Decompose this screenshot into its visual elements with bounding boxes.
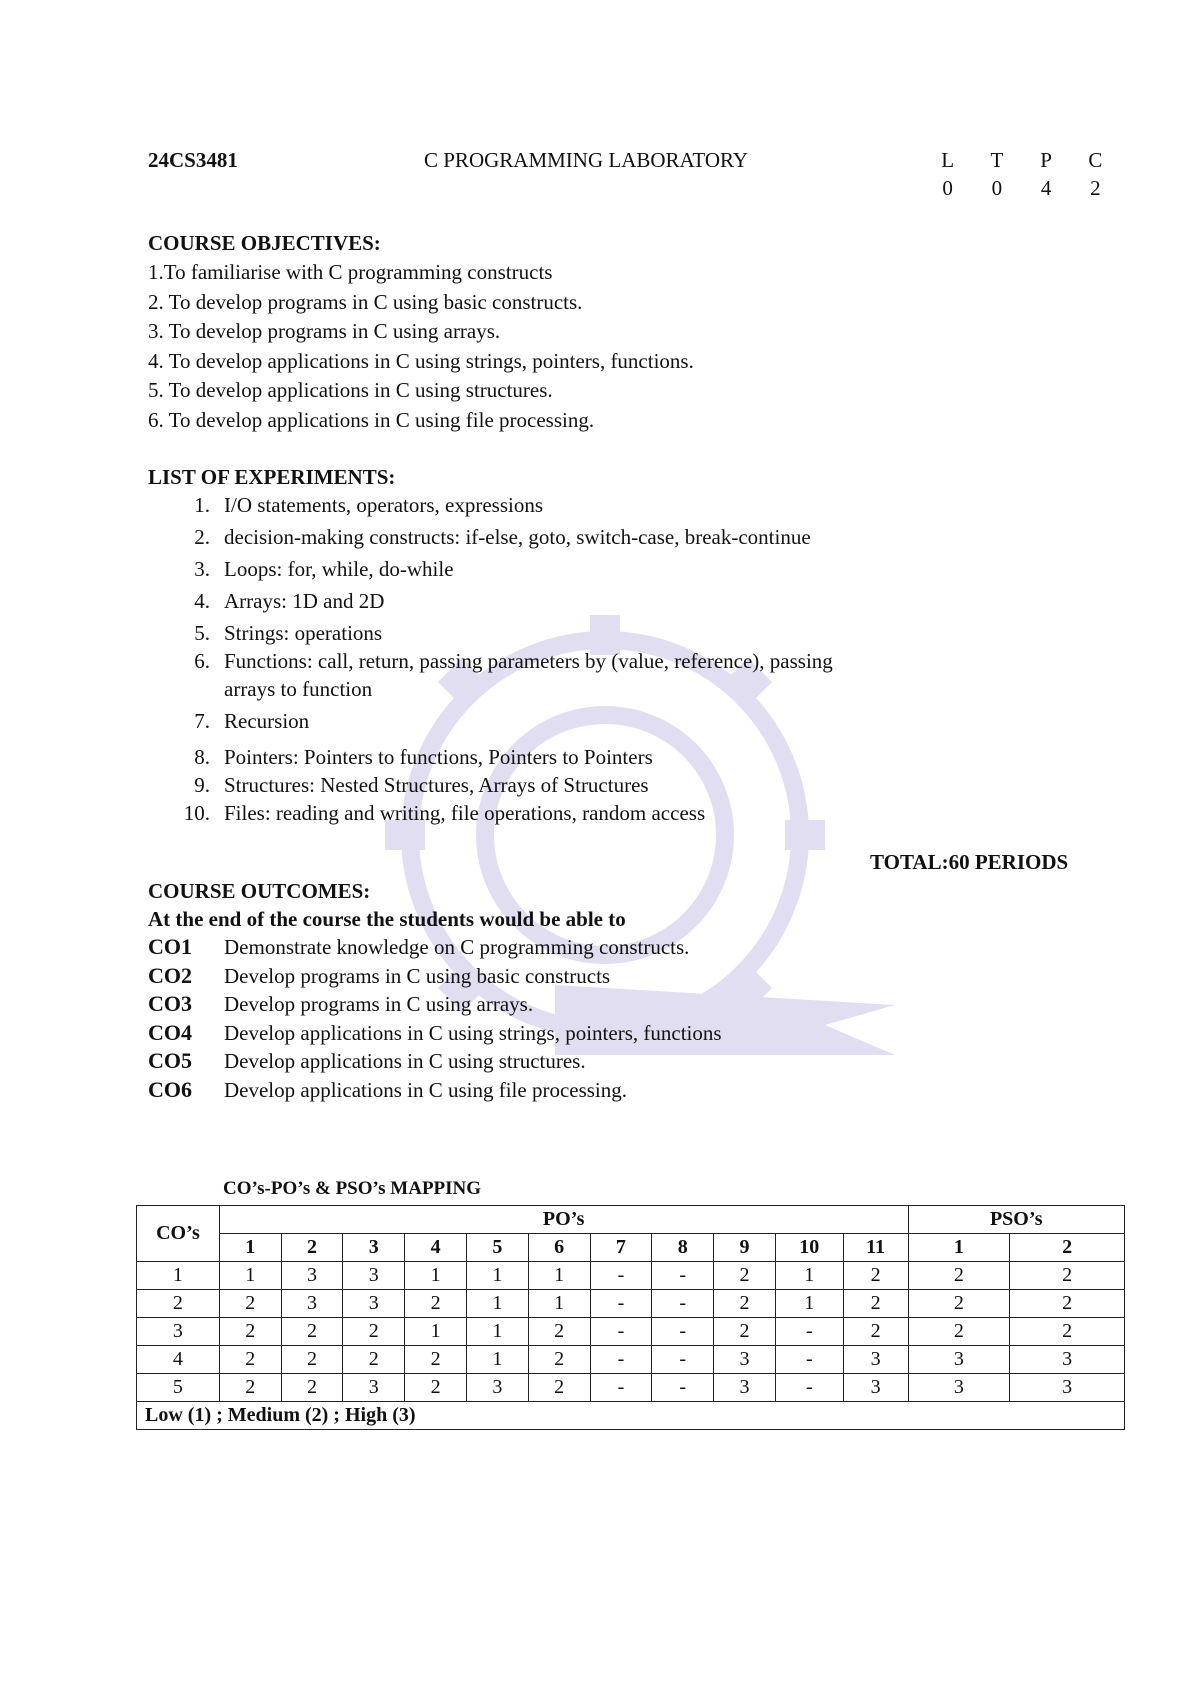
- table-cell: 3: [1010, 1346, 1125, 1374]
- experiment-number: 4.: [194, 589, 210, 613]
- table-cell: -: [590, 1374, 652, 1402]
- outcome-text: Develop applications in C using structures.: [224, 1049, 586, 1073]
- table-cell: 2: [219, 1290, 281, 1318]
- table-cell: 1: [405, 1318, 467, 1346]
- table-cell: 3: [281, 1290, 343, 1318]
- pso-number: 2: [1010, 1234, 1125, 1262]
- experiment-number: 5.: [194, 621, 210, 645]
- experiment-item: [148, 799, 944, 827]
- experiment-item: [148, 771, 944, 799]
- table-cell: 2: [219, 1374, 281, 1402]
- table-cell: 2: [1010, 1262, 1125, 1290]
- table-header-row: [137, 1206, 1125, 1234]
- po-number: 4: [405, 1234, 467, 1262]
- table-cell: 2: [908, 1262, 1010, 1290]
- experiment-number: 9.: [194, 773, 210, 797]
- table-cell: -: [590, 1262, 652, 1290]
- course-outcomes: [148, 877, 722, 1104]
- table-cell: 2: [528, 1374, 590, 1402]
- table-cell: 2: [343, 1318, 405, 1346]
- outcome-text: Demonstrate knowledge on C programming constructs.: [224, 935, 690, 959]
- table-cell: 1: [466, 1262, 528, 1290]
- table-cell: 2: [528, 1318, 590, 1346]
- table-row: [137, 1262, 1125, 1290]
- experiment-item: [148, 491, 944, 523]
- table-cell: 2: [714, 1290, 776, 1318]
- mapping-caption: CO’s-PO’s & PSO’s MAPPING: [223, 1178, 482, 1199]
- table-cell: 2: [219, 1346, 281, 1374]
- table-cell: 3: [1010, 1374, 1125, 1402]
- outcome-text: Develop applications in C using strings, pointers, functions: [224, 1020, 722, 1045]
- pso-header: PSO’s: [908, 1206, 1125, 1234]
- experiment-number: 1.: [194, 493, 210, 517]
- outcome-text: Develop programs in C using arrays.: [224, 992, 534, 1016]
- outcome-item: [148, 1076, 722, 1105]
- outcome-item: [148, 962, 722, 991]
- co-header: CO’s: [137, 1206, 220, 1262]
- table-cell: -: [652, 1262, 714, 1290]
- course-title: C PROGRAMMING LABORATORY: [424, 148, 749, 172]
- outcome-label: CO4: [148, 1019, 192, 1045]
- outcome-item: [148, 1047, 722, 1076]
- experiment-number: 2.: [194, 525, 210, 549]
- ltpc-label: T: [990, 148, 1004, 172]
- experiment-item: [148, 555, 944, 587]
- table-cell: 3: [843, 1346, 908, 1374]
- table-cell: 2: [908, 1318, 1010, 1346]
- table-cell: 2: [714, 1262, 776, 1290]
- table-subheader-row: [137, 1234, 1125, 1262]
- table-cell: 1: [466, 1290, 528, 1318]
- table-cell: 2: [528, 1346, 590, 1374]
- experiment-text: Structures: Nested Structures, Arrays of Structures: [224, 773, 649, 797]
- objectives-heading: COURSE OBJECTIVES:: [148, 231, 381, 255]
- table-cell: 3: [343, 1262, 405, 1290]
- ltpc-value: 4: [1040, 176, 1052, 200]
- mapping-legend: Low (1) ; Medium (2) ; High (3): [137, 1402, 1125, 1430]
- po-number: 2: [281, 1234, 343, 1262]
- experiment-item: [148, 647, 944, 707]
- table-cell: -: [652, 1290, 714, 1318]
- objectives-list: [148, 258, 694, 436]
- ltpc-label: P: [1040, 148, 1052, 172]
- outcomes-heading: COURSE OUTCOMES:: [148, 879, 371, 903]
- table-row: [137, 1346, 1125, 1374]
- ltpc-value: 0: [991, 176, 1003, 200]
- po-number: 7: [590, 1234, 652, 1262]
- ltpc-labels: [923, 148, 1120, 176]
- table-cell: 1: [466, 1318, 528, 1346]
- experiment-text: Files: reading and writing, file operations, random access: [224, 801, 706, 825]
- table-cell: -: [775, 1318, 843, 1346]
- list-of-experiments: [148, 463, 944, 827]
- table-cell: 2: [843, 1318, 908, 1346]
- table-row: [137, 1374, 1125, 1402]
- table-cell: 1: [528, 1290, 590, 1318]
- po-number: 5: [466, 1234, 528, 1262]
- experiment-number: 8.: [194, 745, 210, 769]
- outcome-item: [148, 990, 722, 1019]
- co-cell: 4: [137, 1346, 220, 1374]
- table-cell: 2: [1010, 1290, 1125, 1318]
- table-cell: -: [775, 1346, 843, 1374]
- table-cell: 3: [843, 1374, 908, 1402]
- table-cell: 2: [281, 1318, 343, 1346]
- experiment-item: [148, 587, 944, 619]
- experiments-heading: LIST OF EXPERIMENTS:: [148, 465, 396, 489]
- outcome-item: [148, 933, 722, 962]
- table-cell: 3: [343, 1374, 405, 1402]
- table-cell: 2: [343, 1346, 405, 1374]
- co-cell: 5: [137, 1374, 220, 1402]
- experiment-text: I/O statements, operators, expressions: [224, 493, 544, 517]
- experiment-number: 3.: [194, 557, 210, 581]
- table-cell: 2: [405, 1374, 467, 1402]
- po-number: 1: [219, 1234, 281, 1262]
- experiments-list: [148, 491, 944, 827]
- outcomes-intro: At the end of the course the students would be able to: [148, 907, 626, 931]
- table-cell: -: [590, 1346, 652, 1374]
- outcome-label: CO6: [148, 1076, 192, 1102]
- outcome-label: CO5: [148, 1048, 192, 1073]
- po-number: 6: [528, 1234, 590, 1262]
- table-cell: 3: [908, 1374, 1010, 1402]
- experiment-text: Strings: operations: [224, 621, 383, 645]
- ltpc-value: 2: [1090, 176, 1101, 200]
- po-header: PO’s: [219, 1206, 908, 1234]
- experiment-item: [148, 743, 944, 771]
- table-cell: -: [775, 1374, 843, 1402]
- co-cell: 1: [137, 1262, 220, 1290]
- table-row: [137, 1318, 1125, 1346]
- outcome-text: Develop applications in C using file processing.: [224, 1077, 628, 1102]
- table-cell: 3: [714, 1346, 776, 1374]
- outcome-text: Develop programs in C using basic constructs: [224, 963, 611, 988]
- table-cell: 2: [843, 1290, 908, 1318]
- experiment-text: Loops: for, while, do-while: [224, 557, 454, 581]
- ltpc-label: C: [1088, 148, 1103, 172]
- table-cell: 1: [219, 1262, 281, 1290]
- experiment-number: 6.: [194, 649, 210, 673]
- table-cell: 2: [405, 1290, 467, 1318]
- table-cell: 1: [528, 1262, 590, 1290]
- table-cell: 2: [908, 1290, 1010, 1318]
- ltpc-value: 0: [942, 176, 953, 200]
- objective-item: 1.To familiarise with C programming constructs: [148, 260, 553, 284]
- experiment-text: Functions: call, return, passing parameters by (value, reference), passing arrays to function: [224, 649, 833, 701]
- total-periods: TOTAL:60 PERIODS: [870, 850, 1069, 874]
- outcome-label: CO2: [148, 962, 192, 988]
- table-row: [137, 1290, 1125, 1318]
- table-cell: -: [652, 1374, 714, 1402]
- legend-row: [137, 1402, 1125, 1430]
- objective-item: 6. To develop applications in C using file processing.: [148, 407, 595, 432]
- course-header: [148, 148, 1120, 208]
- table-cell: -: [652, 1318, 714, 1346]
- table-cell: 3: [281, 1262, 343, 1290]
- table-cell: 2: [219, 1318, 281, 1346]
- po-number: 8: [652, 1234, 714, 1262]
- table-cell: 3: [343, 1290, 405, 1318]
- table-cell: -: [590, 1290, 652, 1318]
- outcome-label: CO3: [148, 991, 192, 1016]
- experiment-text: decision-making constructs: if-else, goto, switch-case, break-continue: [224, 525, 811, 549]
- outcome-label: CO1: [148, 934, 192, 959]
- experiment-text: Arrays: 1D and 2D: [224, 589, 385, 613]
- co-cell: 3: [137, 1318, 220, 1346]
- objective-item: 5. To develop applications in C using structures.: [148, 378, 553, 403]
- course-code: 24CS3481: [148, 148, 238, 172]
- po-number: 3: [343, 1234, 405, 1262]
- experiment-item: [148, 619, 944, 647]
- objective-item: 2. To develop programs in C using basic constructs.: [148, 289, 583, 314]
- experiment-number: 7.: [194, 709, 210, 733]
- experiment-item: [148, 707, 944, 743]
- table-cell: 2: [843, 1262, 908, 1290]
- table-cell: 3: [466, 1374, 528, 1402]
- pso-number: 1: [908, 1234, 1010, 1262]
- experiment-text: Recursion: [224, 709, 310, 733]
- table-cell: 3: [908, 1346, 1010, 1374]
- table-cell: 2: [405, 1346, 467, 1374]
- objective-item: 3. To develop programs in C using arrays.: [148, 319, 501, 344]
- table-cell: 2: [281, 1346, 343, 1374]
- experiment-item: [148, 523, 944, 555]
- co-po-pso-mapping-table: [136, 1205, 1125, 1430]
- table-cell: 1: [775, 1290, 843, 1318]
- table-cell: 1: [466, 1346, 528, 1374]
- table-cell: 3: [714, 1374, 776, 1402]
- table-cell: -: [652, 1346, 714, 1374]
- table-cell: 1: [405, 1262, 467, 1290]
- po-number: 11: [843, 1234, 908, 1262]
- table-cell: -: [590, 1318, 652, 1346]
- ltpc-values: [923, 176, 1120, 204]
- po-number: 9: [714, 1234, 776, 1262]
- table-cell: 1: [775, 1262, 843, 1290]
- po-number: 10: [775, 1234, 843, 1262]
- experiment-text: Pointers: Pointers to functions, Pointers to Pointers: [224, 745, 653, 769]
- ltpc-credits: [923, 148, 1120, 204]
- outcome-item: [148, 1019, 722, 1048]
- table-cell: 2: [714, 1318, 776, 1346]
- objective-item: 4. To develop applications in C using strings, pointers, functions.: [148, 348, 694, 373]
- co-cell: 2: [137, 1290, 220, 1318]
- course-objectives: [148, 228, 694, 436]
- experiment-number: 10.: [183, 801, 210, 825]
- table-cell: 2: [1010, 1318, 1125, 1346]
- table-cell: 2: [281, 1374, 343, 1402]
- ltpc-label: L: [941, 148, 955, 172]
